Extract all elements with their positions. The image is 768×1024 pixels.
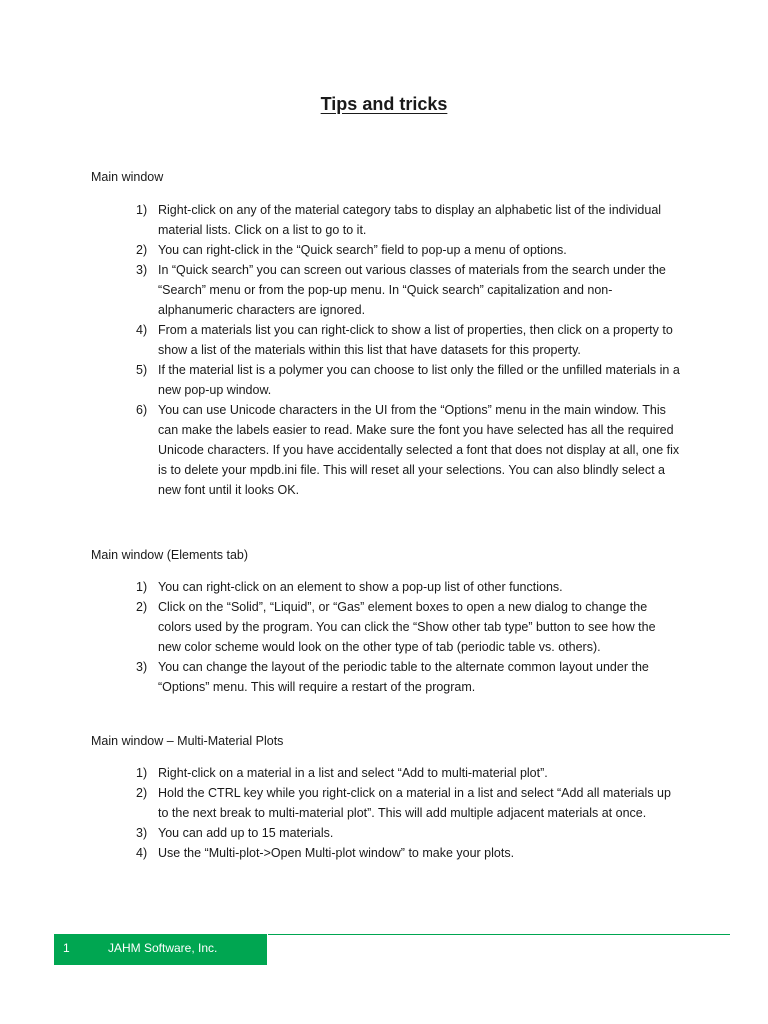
- item-number: 4): [136, 846, 148, 860]
- section-heading: Main window: [91, 170, 164, 184]
- item-number: 2): [136, 243, 148, 257]
- list-item: [136, 577, 681, 597]
- list-item: [136, 763, 681, 783]
- item-number: 3): [136, 660, 148, 674]
- item-number: 5): [136, 363, 148, 377]
- list-item: [136, 823, 681, 843]
- page-title: Tips and tricks: [320, 94, 448, 114]
- item-text: Use the “Multi-plot->Open Multi-plot window” to make your plots.: [158, 846, 515, 860]
- list-item: [136, 200, 681, 240]
- list-item: [136, 360, 681, 400]
- item-text: You can add up to 15 materials.: [158, 826, 334, 840]
- list-item: [136, 320, 681, 360]
- section-elements-tab: [91, 545, 691, 694]
- item-text: In “Quick search” you can screen out various classes of materials from the search under the “Search” menu or from the pop-up menu. In “Quick search” capitalization and non-alphanumeric characters are ignored.: [158, 263, 666, 317]
- footer-rule: [268, 934, 730, 935]
- list-item: [136, 657, 681, 697]
- section-main-window: [91, 167, 691, 497]
- page-number: 1: [63, 941, 70, 955]
- item-number: 3): [136, 263, 148, 277]
- list-item: [136, 240, 681, 260]
- item-number: 6): [136, 403, 148, 417]
- company-name: JAHM Software, Inc.: [108, 941, 218, 955]
- item-text: Click on the “Solid”, “Liquid”, or “Gas” element boxes to open a new dialog to change the colors used by the program. You can click the “Show other tab type” button to see how the new color scheme would look on the other type of tab (periodic table vs. others).: [158, 600, 656, 654]
- item-text: You can right-click in the “Quick search” field to pop-up a menu of options.: [158, 243, 567, 257]
- item-text: You can use Unicode characters in the UI from the “Options” menu in the main window. This can make the labels easier to read. Make sure the font you have selected has all the required Unicode characters. If you have accidentally selected a font that does not display at all, one fix is to delete your mpdb.ini file. This will reset all your selections. You can also blindly select a new font until it looks OK.: [158, 403, 680, 497]
- item-number: 1): [136, 580, 148, 594]
- item-text: Right-click on any of the material category tabs to display an alphabetic list of the individual material lists. Click on a list to go to it.: [158, 203, 662, 237]
- item-number: 4): [136, 323, 148, 337]
- item-text: From a materials list you can right-click to show a list of properties, then click on a property to show a list of the materials within this list that have datasets for this property.: [158, 323, 673, 357]
- tips-list: [136, 577, 681, 697]
- item-text: You can change the layout of the periodic table to the alternate common layout under the “Options” menu. This will require a restart of the program.: [158, 660, 649, 694]
- section-multi-material-plots: [91, 731, 691, 860]
- item-number: 1): [136, 766, 148, 780]
- list-item: [136, 843, 681, 863]
- tips-list: [136, 200, 681, 500]
- list-item: [136, 783, 681, 823]
- footer-bar: [54, 934, 267, 965]
- list-item: [136, 597, 681, 657]
- item-text: If the material list is a polymer you can choose to list only the filled or the unfilled materials in a new pop-up window.: [158, 363, 680, 397]
- list-item: [136, 400, 681, 500]
- item-text: Hold the CTRL key while you right-click on a material in a list and select “Add all materials up to the next break to multi-material plot”. This will add multiple adjacent materials at once.: [158, 786, 671, 820]
- item-number: 1): [136, 203, 148, 217]
- tips-list: [136, 763, 681, 863]
- item-number: 3): [136, 826, 148, 840]
- section-heading: Main window (Elements tab): [91, 548, 249, 562]
- item-text: Right-click on a material in a list and select “Add to multi-material plot”.: [158, 766, 548, 780]
- item-text: You can right-click on an element to show a pop-up list of other functions.: [158, 580, 563, 594]
- list-item: [136, 260, 681, 320]
- item-number: 2): [136, 786, 148, 800]
- section-heading: Main window – Multi-Material Plots: [91, 734, 284, 748]
- item-number: 2): [136, 600, 148, 614]
